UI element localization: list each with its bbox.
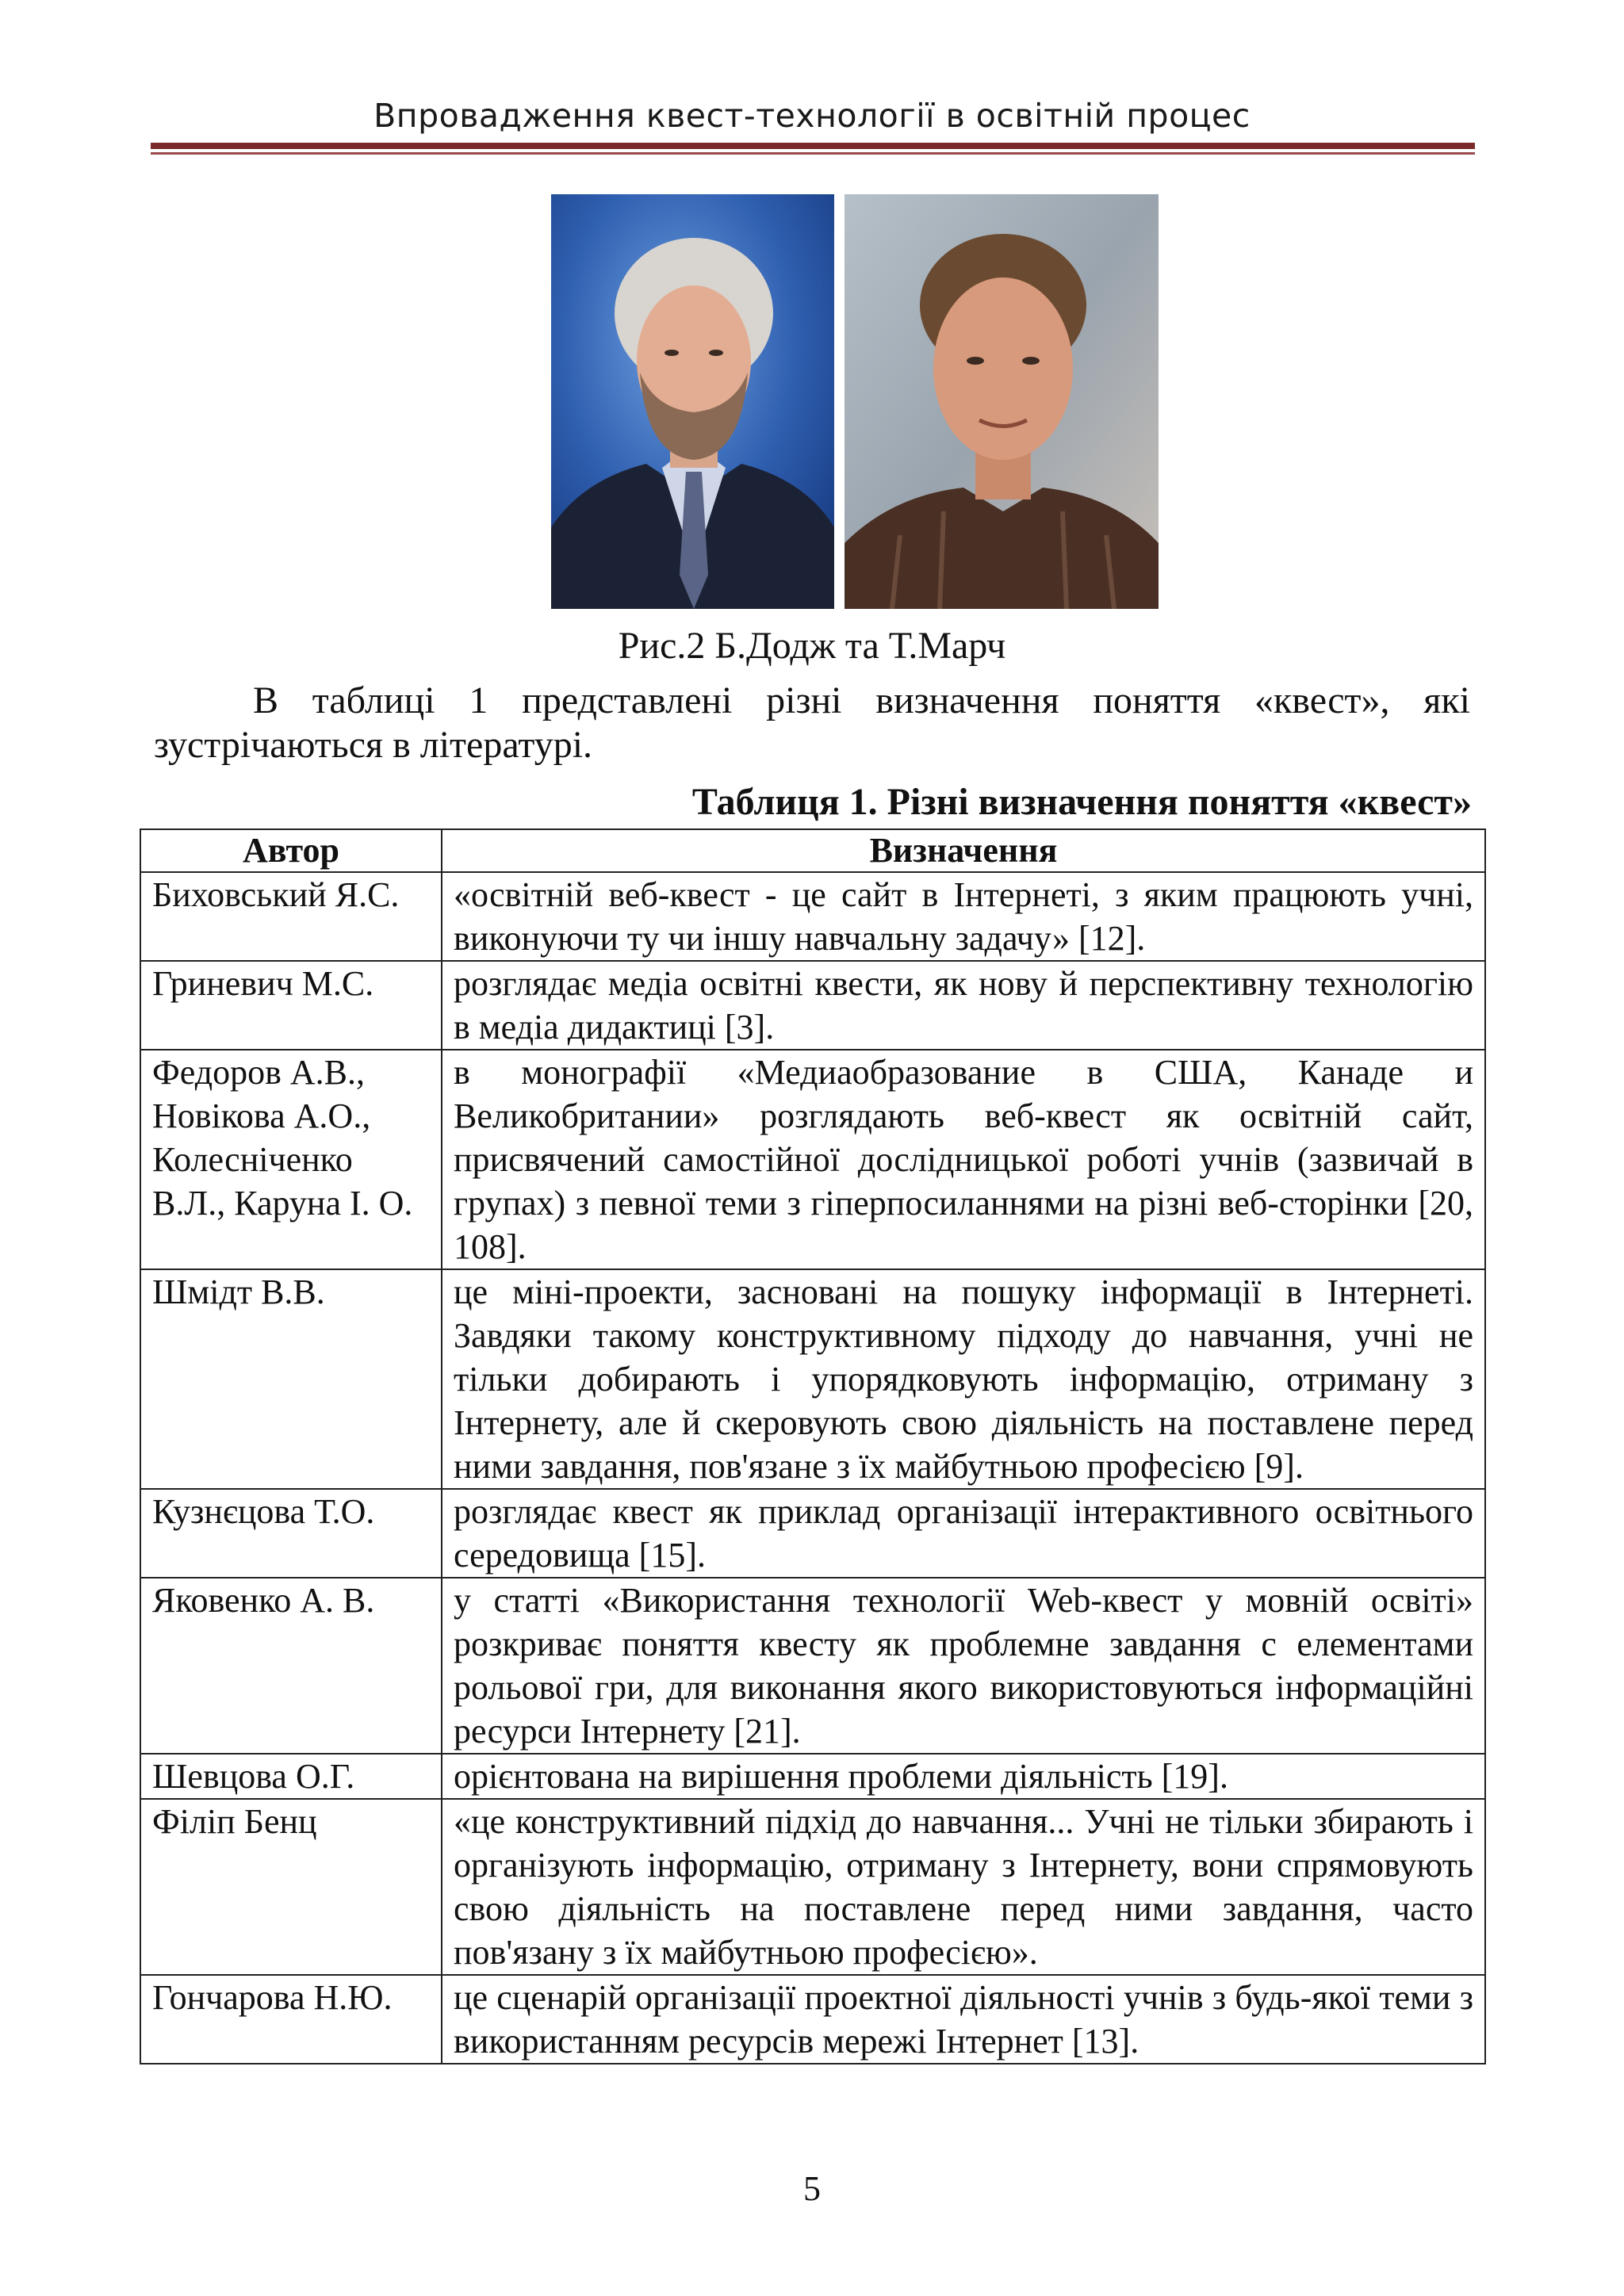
table-row	[140, 872, 1485, 961]
definition-cell: у статті «Використання технології Web-квест у мовній освіті» розкриває поняття квесту як проблемне завдання с елементами рольової гри, для виконання якого використовуються інформаційні ресурси Інтернету [21].	[442, 1578, 1485, 1754]
portrait-photo-right	[845, 194, 1159, 609]
author-cell: Биховський Я.С.	[140, 872, 442, 961]
table-row	[140, 1975, 1485, 2064]
definition-cell: розглядає медіа освітні квести, як нову й перспективну технологію в медіа дидактиці [3].	[442, 961, 1485, 1050]
page-number: 5	[803, 2169, 821, 2208]
author-cell: Федоров А.В., Новікова А.О., Колесніченко В.Л., Каруна І. О.	[140, 1050, 442, 1269]
definition-cell: це міні-проекти, засновані на пошуку інформації в Інтернеті. Завдяки такому конструктивному підходу до навчання, учні не тільки добирають і упорядковують інформацію, отриману з Інтернету, але й скеровують свою діяльність на поставлене перед ними завдання, пов'язане з їх майбутньою професією [9].	[442, 1269, 1485, 1489]
table-title: Таблиця 1. Різні визначення поняття «квест»	[691, 781, 1472, 823]
column-header-author: Автор	[140, 829, 442, 872]
author-cell: Яковенко А. В.	[140, 1578, 442, 1754]
definition-cell: в монографії «Медиаобразование в США, Канаде и Великобритании» розглядають веб-квест як освітній сайт, присвячений самостійної дослідницької роботі учнів (зазвичай в групах) з певної теми з гіперпосиланнями на різні веб-сторінки [20, 108].	[442, 1050, 1485, 1269]
table-row	[140, 1269, 1485, 1489]
author-cell: Гриневич М.С.	[140, 961, 442, 1050]
figure-caption: Рис.2 Б.Додж та Т.Марч	[618, 625, 1006, 667]
author-cell: Шевцова О.Г.	[140, 1754, 442, 1799]
column-header-definition: Визначення	[442, 829, 1485, 872]
portrait-photo-left	[551, 194, 834, 609]
definition-cell: «освітній веб-квест - це сайт в Інтернеті, з яким працюють учні, виконуючи ту чи іншу навчальну задачу» [12].	[442, 872, 1485, 961]
header-rule-thick	[151, 143, 1475, 149]
table-header-row	[140, 829, 1485, 872]
table-row	[140, 1578, 1485, 1754]
definitions-table	[140, 828, 1486, 2064]
intro-paragraph: В таблиці 1 представлені різні визначення поняття «квест», які зустрічаються в літературі.	[154, 679, 1470, 766]
author-cell: Філіп Бенц	[140, 1799, 442, 1975]
author-cell: Шмідт В.В.	[140, 1269, 442, 1489]
running-header: Впровадження квест-технології в освітній процес	[373, 97, 1251, 135]
definition-cell: розглядає квест як приклад організації інтерактивного освітнього середовища [15].	[442, 1489, 1485, 1578]
author-cell: Гончарова Н.Ю.	[140, 1975, 442, 2064]
definition-cell: орієнтована на вирішення проблеми діяльність [19].	[442, 1754, 1485, 1799]
table-row	[140, 961, 1485, 1050]
table-row	[140, 1050, 1485, 1269]
table-row	[140, 1754, 1485, 1799]
definition-cell: це сценарій організації проектної діяльності учнів з будь-якої теми з використанням ресурсів мережі Інтернет [13].	[442, 1975, 1485, 2064]
header-rule-thin	[151, 152, 1475, 155]
author-cell: Кузнєцова Т.О.	[140, 1489, 442, 1578]
table-row	[140, 1799, 1485, 1975]
table-row	[140, 1489, 1485, 1578]
definition-cell: «це конструктивний підхід до навчання... Учні не тільки збирають і організують інформацію, отриману з Інтернету, вони спрямовують свою діяльність на поставлене перед ними завдання, часто пов'язану з їх майбутньою професією».	[442, 1799, 1485, 1975]
